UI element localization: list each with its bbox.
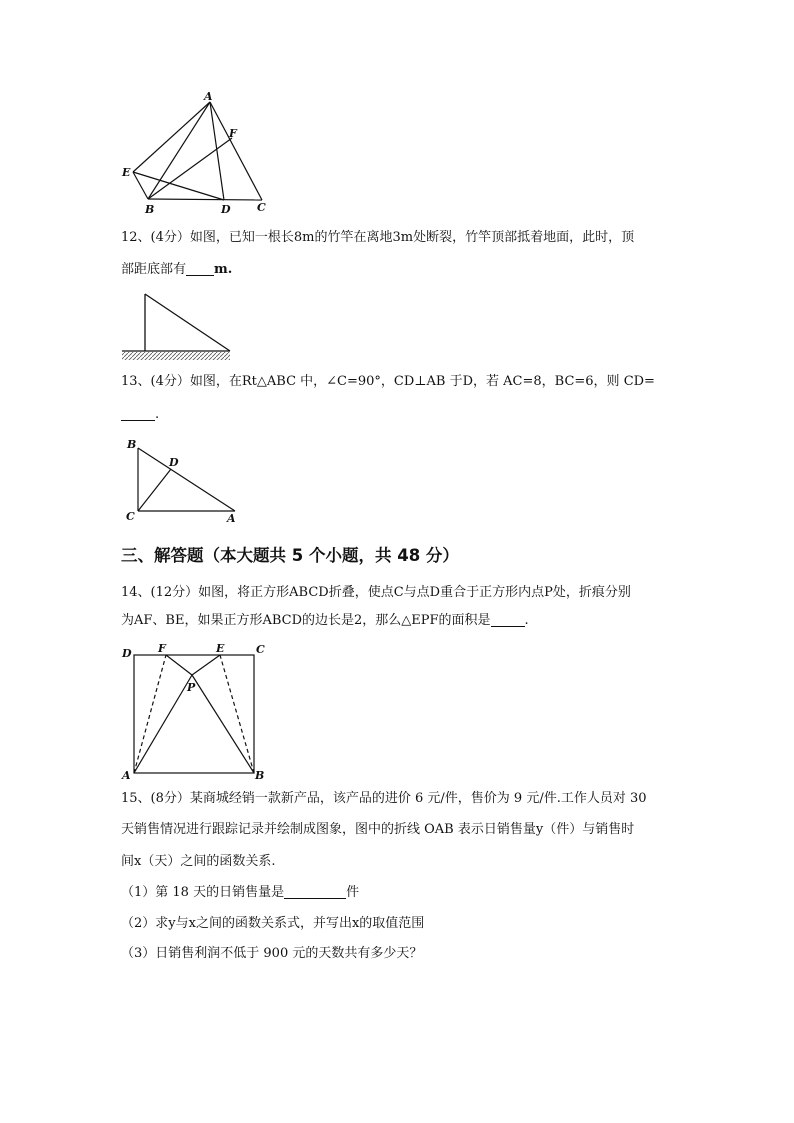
question-15-sub-2: （2）求y与x之间的函数关系式，并写出x的取值范围 xyxy=(121,916,425,931)
question-14-text-pre: 为AF、BE，如果正方形ABCD的边长是2，那么△EPF的面积是 xyxy=(121,613,491,628)
question-14-line-2 xyxy=(121,614,677,627)
question-13-line-1: 13、(4分）如图，在Rt△ABC 中，∠C=90°，CD⊥AB 于D，若 AC=8，BC=6，则 CD= xyxy=(121,374,655,389)
label-f: F xyxy=(158,642,166,655)
label-b: B xyxy=(255,769,265,782)
label-c: C xyxy=(256,643,265,656)
question-15-sub-1-post: 件 xyxy=(346,885,360,900)
label-b: B xyxy=(127,438,137,451)
label-d: D xyxy=(221,203,231,216)
label-a: A xyxy=(227,512,236,525)
question-15-line-3: 间x（天）之间的函数关系. xyxy=(121,854,276,869)
label-a: A xyxy=(204,92,213,103)
question-12-line-2 xyxy=(121,263,677,276)
label-c: C xyxy=(257,201,266,214)
label-b: B xyxy=(145,203,155,216)
question-13-text-post: . xyxy=(155,407,160,422)
question-15-line-2: 天销售情况进行跟踪记录并绘制成图象，图中的折线 OAB 表示日销售量y（件）与销售时 xyxy=(121,822,635,837)
figure-right-triangle-cd xyxy=(120,434,245,526)
figure-triangle-abc-efd xyxy=(118,92,278,217)
question-12-line-1: 12、(4分）如图，已知一根长8m的竹竿在离地3m处断裂，竹竿顶部抵着地面，此时，顶 xyxy=(121,230,635,245)
question-15-sub-3: （3）日销售利润不低于 900 元的天数共有多少天？ xyxy=(121,946,423,961)
question-15-line-1: 15、(8分）某商城经销一款新产品，该产品的进价 6 元/件，售价为 9 元/件.工作人员对 30 xyxy=(121,791,647,806)
figure-broken-bamboo xyxy=(120,289,232,363)
label-e: E xyxy=(216,642,225,655)
question-13-line-2 xyxy=(121,408,677,421)
question-15-sub-1-pre: （1）第 18 天的日销售量是 xyxy=(121,885,285,900)
question-12-text-post: m. xyxy=(214,262,233,277)
label-c: C xyxy=(126,510,135,523)
answer-blank-12[interactable] xyxy=(186,263,214,276)
label-a: A xyxy=(122,769,131,782)
label-e: E xyxy=(122,166,131,179)
label-p: P xyxy=(187,681,196,694)
answer-blank-14[interactable] xyxy=(491,614,525,627)
figure-folded-square xyxy=(118,640,270,782)
label-d: D xyxy=(122,647,132,660)
answer-blank-15-1[interactable] xyxy=(284,886,346,899)
question-15-sub-1 xyxy=(121,886,677,899)
label-d: D xyxy=(169,456,179,469)
question-14-line-1: 14、(12分）如图，将正方形ABCD折叠，使点C与点D重合于正方形内点P处，折痕分别 xyxy=(121,585,631,600)
question-14-text-post: . xyxy=(524,613,529,628)
question-12-text-pre: 部距底部有 xyxy=(121,262,187,277)
section-heading: 三、解答题（本大题共 5 个小题，共 48 分） xyxy=(121,546,459,565)
label-f: F xyxy=(229,127,237,140)
answer-blank-13[interactable] xyxy=(121,408,155,421)
